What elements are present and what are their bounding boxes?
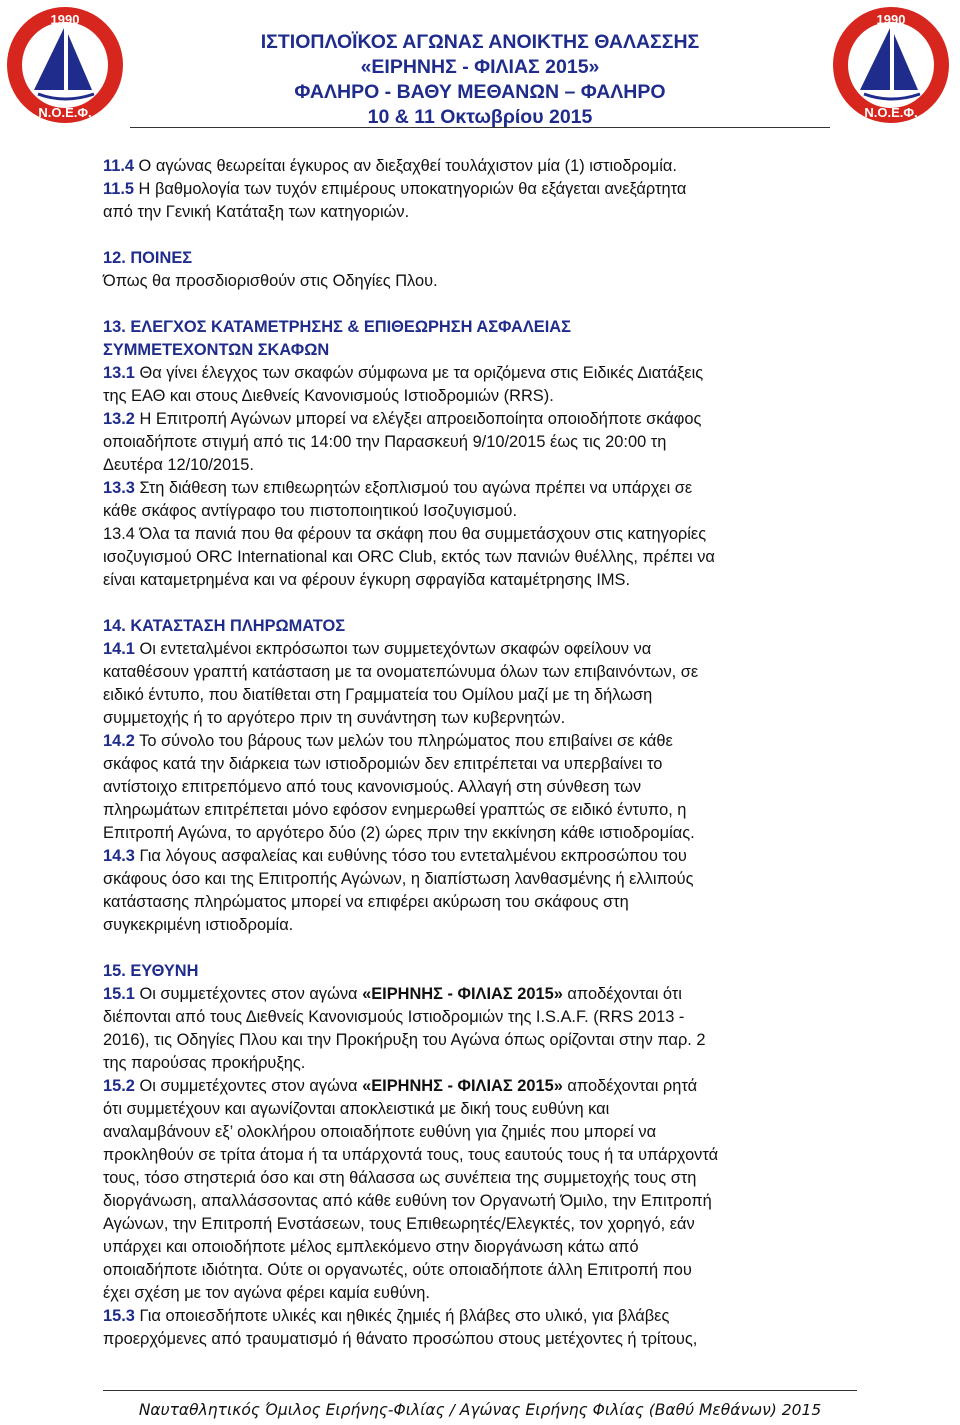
clause-number: 13.1 [103, 364, 135, 382]
clause-number: 15.3 [103, 1307, 135, 1325]
logo-year: 1990 [876, 12, 906, 27]
clause-text: έχει σχέση με τον αγώνα φέρει καμία ευθύνη. [103, 1284, 430, 1302]
clause-number: 13.2 [103, 410, 135, 428]
paragraph-15-1 [103, 983, 855, 1006]
paragraph-14-3 [103, 845, 855, 868]
clause-text: Η βαθμολογία των τυχόν επιμέρους υποκατηγοριών θα εξάγεται ανεξάρτητα [134, 180, 687, 198]
clause-text: αντίστοιχο επιτρεπόμενο από τους κανονισμούς. Αλλαγή στη σύνθεση των [103, 778, 642, 796]
footer-divider [103, 1390, 857, 1391]
clause-text: Αγώνων, την Επιτροπή Ενστάσεων, τους Επιθεωρητές/Ελεγκτές, τον χορηγό, εάν [103, 1215, 695, 1233]
logo-year: 1990 [50, 12, 80, 27]
clause-text: Η Επιτροπή Αγώνων μπορεί να ελέγξει απροειδοποίητα οποιοδήποτε σκάφος [134, 410, 702, 428]
event-name-bold: «ΕΙΡΗΝΗΣ - ΦΙΛΙΑΣ 2015» [362, 985, 563, 1003]
clause-text: Οι εντεταλμένοι εκπρόσωποι των συμμετεχόντων σκαφών οφείλουν να [134, 640, 652, 658]
clause-text: διέπονται από τους Διεθνείς Κανονισμούς Ιστιοδρομιών της I.S.A.F. (RRS 2013 - [103, 1008, 685, 1026]
clause-text: υπάρχει και οποιοδήποτε μέλος εμπλεκόμενο στην διοργάνωση κάτω από [103, 1238, 639, 1256]
section-heading-14: 14. ΚΑΤΑΣΤΑΣΗ ΠΛΗΡΩΜΑΤΟΣ [103, 617, 346, 635]
event-name-bold: «ΕΙΡΗΝΗΣ - ΦΙΛΙΑΣ 2015» [362, 1077, 563, 1095]
clause-number: 13.4 [103, 525, 135, 543]
paragraph-13-3 [103, 477, 855, 500]
clause-number: 15.1 [103, 985, 135, 1003]
clause-text: Στη διάθεση των επιθεωρητών εξοπλισμού του αγώνα πρέπει να υπάρχει σε [134, 479, 693, 497]
clause-text: Οι συμμετέχοντες στον αγώνα [134, 985, 363, 1003]
clause-text: κάθε σκάφος αντίγραφο του πιστοποιητικού Ισοζυγισμού. [103, 502, 518, 520]
clause-text: είναι καταμετρημένα και να φέρουν έγκυρη σφραγίδα καταμέτρησης IMS. [103, 571, 631, 589]
clause-text: ισοζυγισμού ORC International και ORC Club, εκτός των πανιών θυέλλης, πρέπει να [103, 548, 715, 566]
clause-text: από την Γενική Κατάταξη των κατηγοριών. [103, 203, 410, 221]
clause-text: συμμετοχής ή το αργότερο πριν τη συνάντηση των κυβερνητών. [103, 709, 566, 727]
paragraph-14-2 [103, 730, 855, 753]
clause-text: τους, τόσο στηστεριά όσο και στη θάλασσα ως συνέπεια της συμμετοχής τους στη [103, 1169, 697, 1187]
clause-text: Θα γίνει έλεγχος των σκαφών σύμφωνα με τα οριζόμενα στις Ειδικές Διατάξεις [134, 364, 704, 382]
clause-text: 2016), τις Οδηγίες Πλου και την Προκήρυξη του Αγώνα όπως ορίζονται στην παρ. 2 [103, 1031, 706, 1049]
page-footer: Ναυταθλητικός Όμιλος Ειρήνης-Φιλίας / Αγώνας Ειρήνης Φιλίας (Βαθύ Μεθάνων) 2015 [138, 1401, 822, 1419]
clause-number: 14.3 [103, 847, 135, 865]
clause-text: κατάστασης πληρώματος μπορεί να επιφέρει ακύρωση του σκάφους στη [103, 893, 629, 911]
paragraph-15-3 [103, 1305, 855, 1328]
header-title: ΙΣΤΙΟΠΛΟΪΚΟΣ ΑΓΩΝΑΣ ΑΝΟΙΚΤΗΣ ΘΑΛΑΣΣΗΣ [260, 31, 700, 53]
paragraph-14-1 [103, 638, 855, 661]
clause-text: πληρωμάτων επιτρέπεται μόνο εφόσον ενημερωθεί γραπτώς σε ειδικό έντυπο, η [103, 801, 687, 819]
paragraph-13-4 [103, 523, 855, 546]
paragraph-13-1 [103, 362, 855, 385]
clause-text: της ΕΑΘ και στους Διεθνείς Κανονισμούς Ιστιοδρομιών (RRS). [103, 387, 554, 405]
section-heading-15: 15. ΕΥΘΥΝΗ [103, 962, 199, 980]
clause-text: καταθέσουν γραπτή κατάσταση με τα ονοματεπώνυμα όλων των επιβαινόντων, σε [103, 663, 699, 681]
header-divider [130, 127, 830, 128]
clause-text: Επιτροπή Αγώνα, το αργότερο δύο (2) ώρες πριν την εκκίνηση κάθε ιστιοδρομίας. [103, 824, 695, 842]
clause-number: 13.3 [103, 479, 135, 497]
clause-text: οποιαδήποτε στιγμή από τις 14:00 την Παρασκευή 9/10/2015 έως τις 20:00 τη [103, 433, 667, 451]
header-event-name: «ΕΙΡΗΝΗΣ - ΦΙΛΙΑΣ 2015» [360, 56, 600, 78]
paragraph-15-2 [103, 1075, 855, 1098]
clause-text: προκληθούν σε τρίτα άτομα ή τα υπάρχοντά τους, τους εαυτούς τους ή τα υπάρχοντά [103, 1146, 719, 1164]
clause-number: 14.1 [103, 640, 135, 658]
header-dates: 10 & 11 Οκτωβρίου 2015 [367, 106, 593, 128]
logo-initials: Ν.Ο.Ε.Φ. [864, 105, 918, 120]
paragraph-13-2 [103, 408, 855, 431]
clause-text: Όλα τα πανιά που θα φέρουν τα σκάφη που θα συμμετάσχουν στις κατηγορίες [134, 525, 707, 543]
clause-text: Για οποιεσδήποτε υλικές και ηθικές ζημιές ή βλάβες στο υλικό, για βλάβες [134, 1307, 670, 1325]
document-body [103, 155, 855, 1351]
clause-text: αναλαμβάνουν εξ’ ολοκλήρου οποιαδήποτε ευθύνη για ζημιές που μπορεί να [103, 1123, 657, 1141]
clause-text: συγκεκριμένη ιστιοδρομία. [103, 916, 294, 934]
clause-text: Οι συμμετέχοντες στον αγώνα [134, 1077, 363, 1095]
clause-number: 15.2 [103, 1077, 135, 1095]
clause-text: σκάφους όσο και της Επιτροπής Αγώνων, η διαπίστωση λανθασμένης ή ελλιπούς [103, 870, 694, 888]
clause-text: Για λόγους ασφαλείας και ευθύνης τόσο του εντεταλμένου εκπροσώπου του [134, 847, 687, 865]
clause-text: προερχόμενες από τραυματισμό ή θάνατο προσώπου στους μετέχοντες ή τρίτους, [103, 1330, 698, 1348]
clause-text: Δευτέρα 12/10/2015. [103, 456, 254, 474]
clause-text: Το σύνολο του βάρους των μελών του πληρώματος που επιβαίνει σε κάθε [134, 732, 673, 750]
paragraph-11-5 [103, 178, 855, 201]
document-header [130, 30, 830, 130]
clause-text: αποδέχονται ότι [562, 985, 682, 1003]
club-logo-left [4, 4, 126, 126]
section-heading-13: 13. ΕΛΕΓΧΟΣ ΚΑΤΑΜΕΤΡΗΣΗΣ & ΕΠΙΘΕΩΡΗΣΗ ΑΣΦΑΛΕΙΑΣ [103, 318, 571, 336]
clause-text: οποιαδήποτε ιδιότητα. Ούτε οι οργανωτές, ούτε οποιαδήποτε άλλη Επιτροπή που [103, 1261, 692, 1279]
club-logo-right [830, 4, 952, 126]
paragraph-11-4 [103, 155, 855, 178]
section-heading-13-cont: ΣΥΜΜΕΤΕΧΟΝΤΩΝ ΣΚΑΦΩΝ [103, 341, 330, 359]
clause-text: ειδικό έντυπο, που διατίθεται στη Γραμματεία του Ομίλου μαζί με τη δήλωση [103, 686, 653, 704]
clause-text: Ο αγώνας θεωρείται έγκυρος αν διεξαχθεί τουλάχιστον μία (1) ιστιοδρομία. [134, 157, 677, 175]
clause-number: 14.2 [103, 732, 135, 750]
clause-text: αποδέχονται ρητά [562, 1077, 698, 1095]
clause-text: σκάφος κατά την διάρκεια των ιστιοδρομιών δεν επιτρέπεται να υπερβαίνει το [103, 755, 663, 773]
section-heading-12: 12. ΠΟΙΝΕΣ [103, 249, 193, 267]
clause-text: διοργάνωση, απαλλάσσοντας από κάθε ευθύνη τον Οργανωτή Όμιλο, την Επιτροπή [103, 1192, 712, 1210]
logo-initials: Ν.Ο.Ε.Φ. [38, 105, 92, 120]
header-route: ΦΑΛΗΡΟ - ΒΑΘΥ ΜΕΘΑΝΩΝ – ΦΑΛΗΡΟ [294, 81, 666, 103]
clause-text: Όπως θα προσδιορισθούν στις Οδηγίες Πλου. [103, 272, 438, 290]
clause-text: της παρούσας προκήρυξης. [103, 1054, 306, 1072]
clause-number: 11.5 [103, 180, 134, 198]
clause-text: ότι συμμετέχουν και αγωνίζονται αποκλειστικά με δική τους ευθύνη και [103, 1100, 610, 1118]
clause-number: 11.4 [103, 157, 134, 175]
